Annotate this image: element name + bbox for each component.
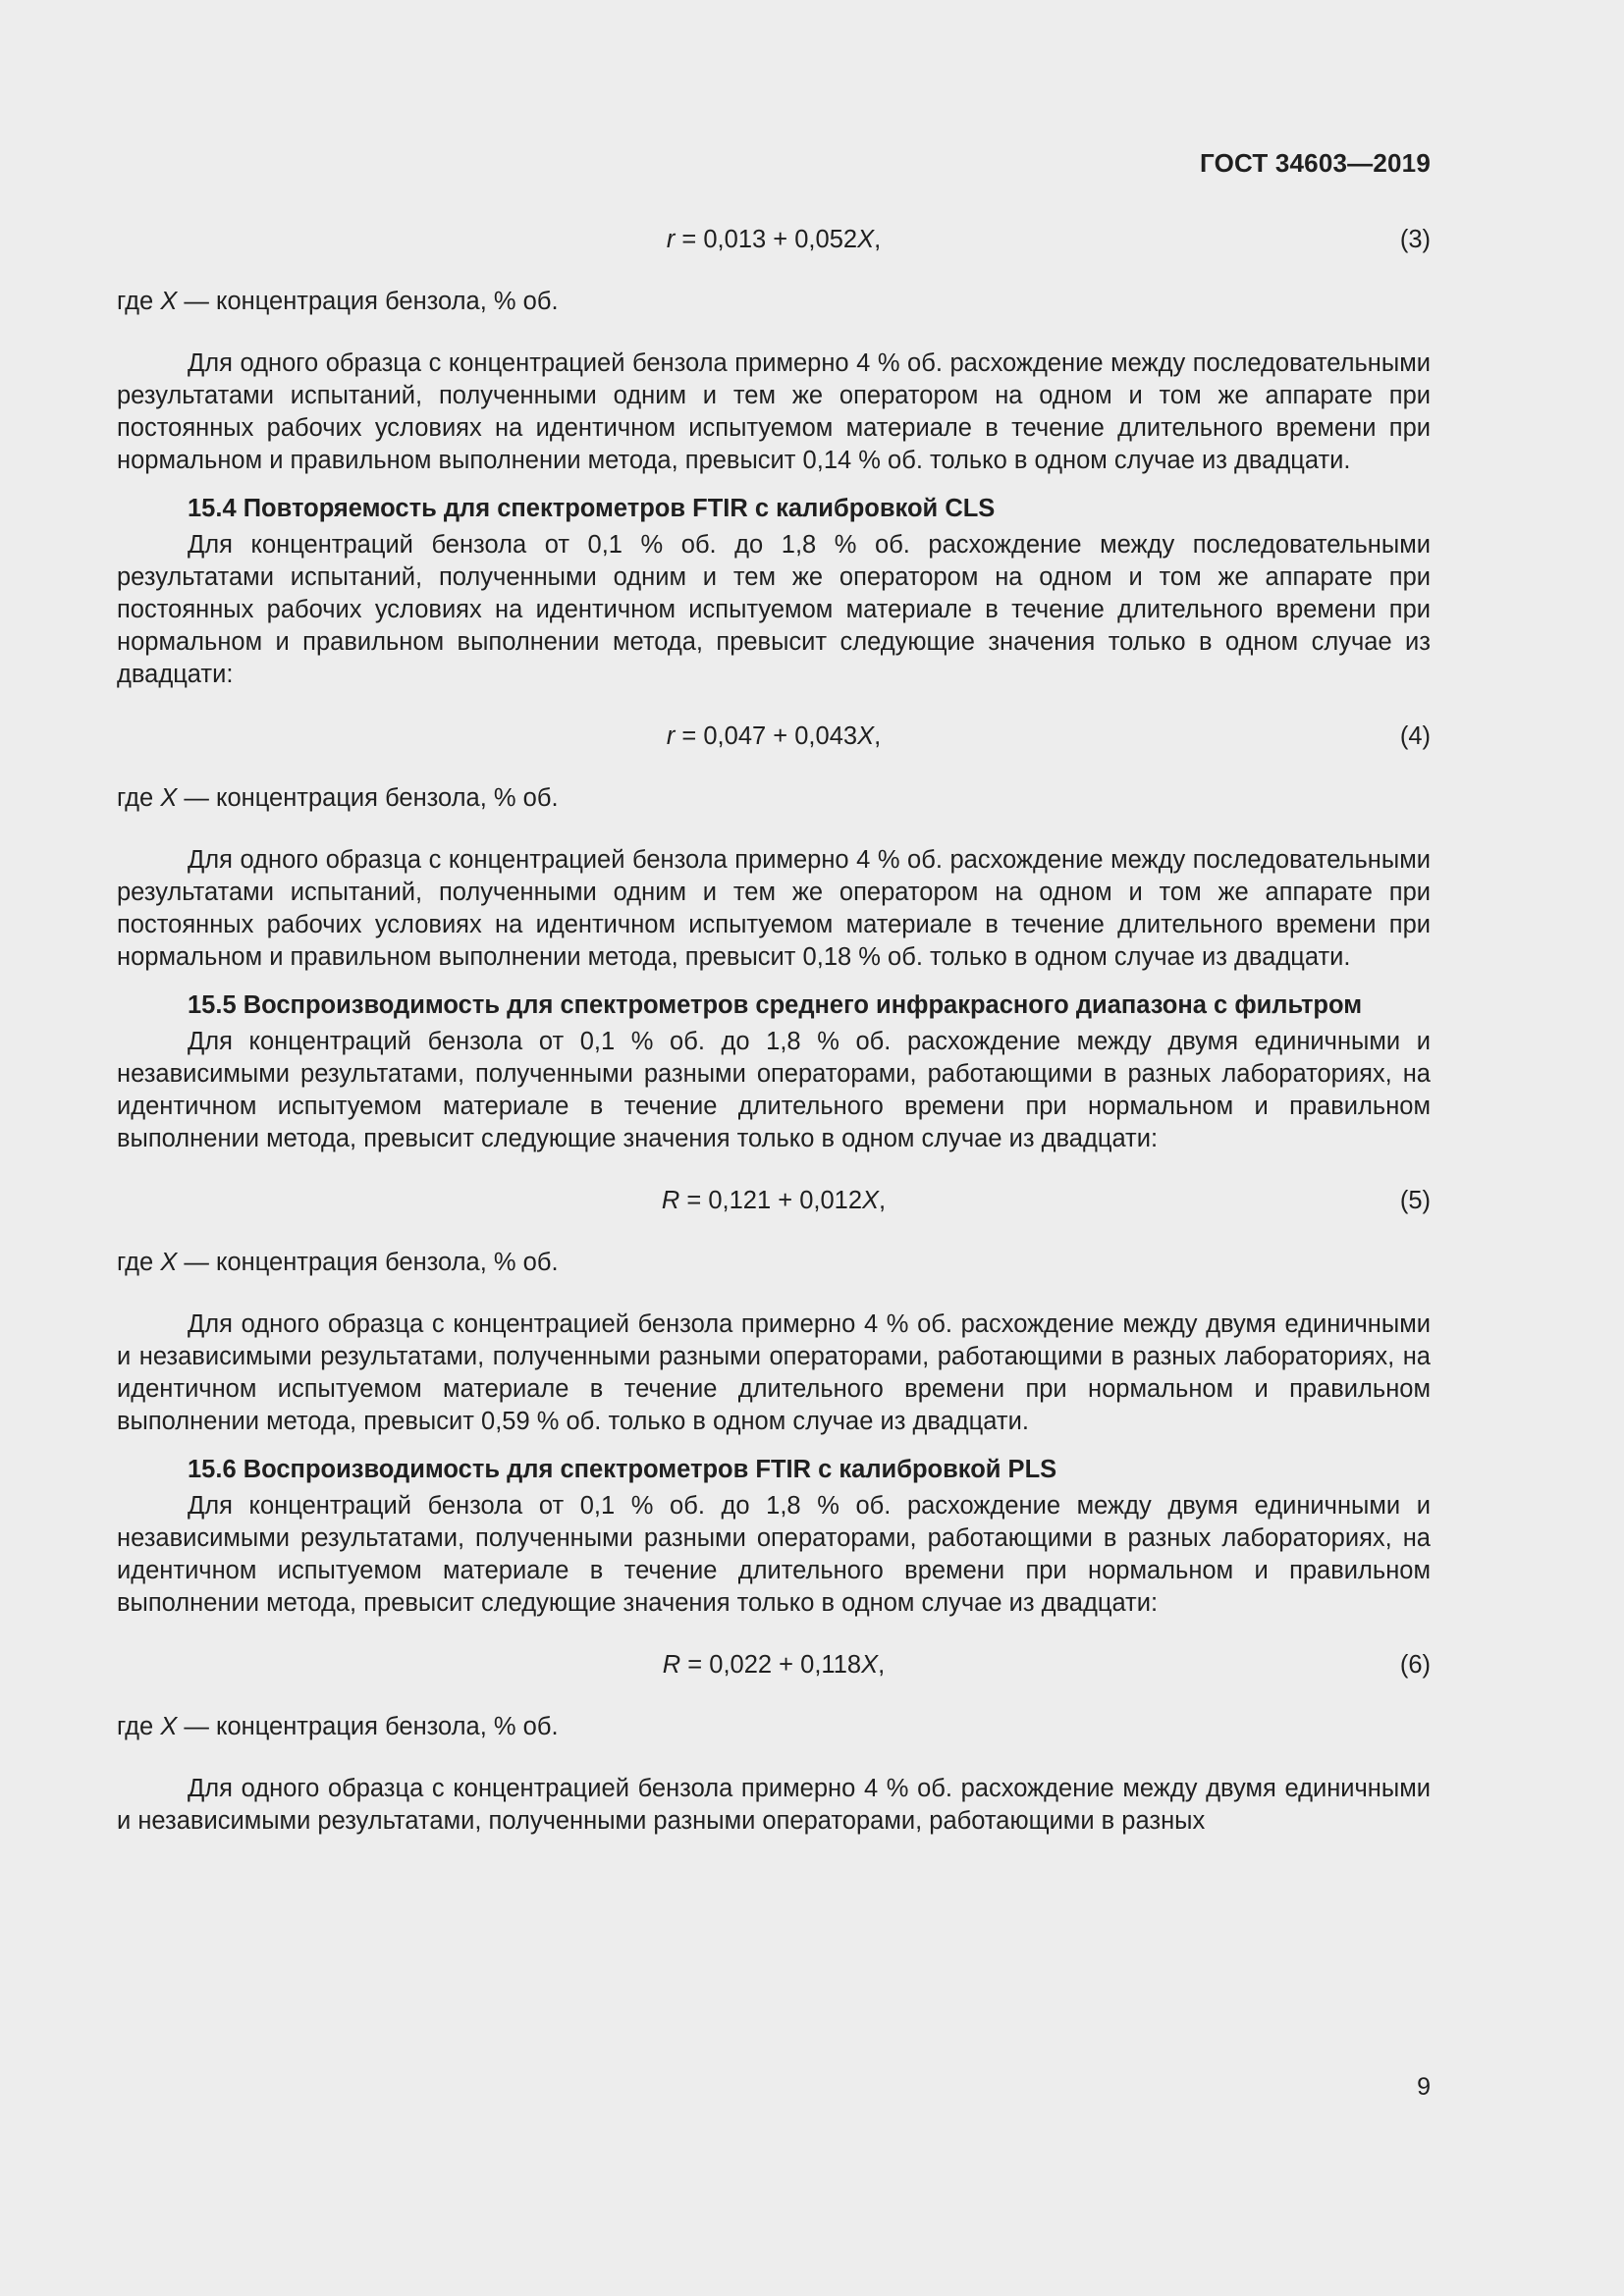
formula-x: X <box>861 1651 879 1679</box>
formula-tail: , <box>878 1651 886 1679</box>
page-number: 9 <box>1417 2073 1431 2101</box>
where-text: — концентрация бензола, % об. <box>177 1249 559 1276</box>
paragraph: Для концентраций бензола от 0,1 % об. до 1,8 % об. расхождение между двумя единичными и независимыми результатами, полученными разными операторами, работающими в разных лабораториях, на идентичном испытуемом материале в течение длительного времени при нормальном и правильном выполнении метода, превысит следующие значения только в одном случае из двадцати: <box>117 1028 1431 1152</box>
formula-body: = 0,121 + 0,012 <box>679 1187 863 1214</box>
section-heading-15-5: 15.5 Воспроизводимость для спектрометров среднего инфракрасного диапазона с фильтром <box>188 991 1363 1019</box>
where-clause <box>117 1711 1431 1743</box>
formula-3 <box>117 224 1431 256</box>
formula-expression <box>117 1649 1431 1682</box>
document-page <box>117 0 1431 2296</box>
paragraph: Для концентраций бензола от 0,1 % об. до 1,8 % об. расхождение между двумя единичными и независимыми результатами, полученными разными операторами, работающими в разных лабораториях, на идентичном испытуемом материале в течение длительного времени при нормальном и правильном выполнении метода, превысит следующие значения только в одном случае из двадцати: <box>117 1492 1431 1617</box>
formula-4 <box>117 721 1431 753</box>
where-text: — концентрация бензола, % об. <box>177 288 559 315</box>
formula-number: (4) <box>1399 722 1431 750</box>
paragraph: Для концентраций бензола от 0,1 % об. до 1,8 % об. расхождение между последовательными результатами испытаний, полученными одним и тем же оператором на одном и том же аппарате при постоянных рабочих условиях на идентичном испытуемом материале в течение длительного времени при нормальном и правильном выполнении метода, превысит следующие значения только в одном случае из двадцати: <box>117 531 1431 688</box>
formula-tail: , <box>874 226 882 253</box>
paragraph: Для одного образца с концентрацией бензола примерно 4 % об. расхождение между последовательными результатами испытаний, полученными одним и тем же оператором на одном и том же аппарате при постоянных рабочих условиях на идентичном испытуемом материале в течение длительного времени при нормальном и правильном выполнении метода, превысит 0,14 % об. только в одном случае из двадцати. <box>117 349 1431 474</box>
where-prefix: где <box>117 1713 161 1740</box>
where-variable: X <box>160 1249 178 1276</box>
formula-number: (5) <box>1399 1187 1431 1214</box>
formula-expression <box>117 1185 1431 1217</box>
where-text: — концентрация бензола, % об. <box>177 1713 559 1740</box>
where-prefix: где <box>117 784 161 812</box>
where-clause <box>117 286 1431 318</box>
formula-number: (6) <box>1399 1651 1431 1679</box>
formula-body: = 0,022 + 0,118 <box>680 1651 862 1679</box>
formula-variable: R <box>662 1651 681 1679</box>
formula-number: (3) <box>1399 226 1431 253</box>
where-clause <box>117 782 1431 815</box>
formula-body: = 0,013 + 0,052 <box>675 226 858 253</box>
formula-expression <box>117 721 1431 753</box>
formula-variable: r <box>666 226 676 253</box>
formula-tail: , <box>874 722 882 750</box>
formula-x: X <box>857 722 875 750</box>
paragraph: Для одного образца с концентрацией бензола примерно 4 % об. расхождение между двумя единичными и независимыми результатами, полученными разными операторами, работающими в разных лабораториях, на идентичном испытуемом материале в течение длительного времени при нормальном и правильном выполнении метода, превысит 0,59 % об. только в одном случае из двадцати. <box>117 1310 1431 1435</box>
paragraph: Для одного образца с концентрацией бензола примерно 4 % об. расхождение между двумя единичными и независимыми результатами, полученными разными операторами, работающими в разных <box>117 1775 1431 1835</box>
section-heading-15-6: 15.6 Воспроизводимость для спектрометров FTIR с калибровкой PLS <box>188 1456 1057 1483</box>
paragraph: Для одного образца с концентрацией бензола примерно 4 % об. расхождение между последовательными результатами испытаний, полученными одним и тем же оператором на одном и том же аппарате при постоянных рабочих условиях на идентичном испытуемом материале в течение длительного времени при нормальном и правильном выполнении метода, превысит 0,18 % об. только в одном случае из двадцати. <box>117 846 1431 971</box>
document-body <box>117 224 1431 1853</box>
where-text: — концентрация бензола, % об. <box>177 784 559 812</box>
formula-variable: R <box>661 1187 680 1214</box>
formula-5 <box>117 1185 1431 1217</box>
formula-x: X <box>862 1187 880 1214</box>
where-prefix: где <box>117 288 161 315</box>
formula-x: X <box>857 226 875 253</box>
formula-6 <box>117 1649 1431 1682</box>
formula-body: = 0,047 + 0,043 <box>675 722 858 750</box>
section-heading-15-4: 15.4 Повторяемость для спектрометров FTIR с калибровкой CLS <box>188 495 996 522</box>
formula-variable: r <box>666 722 676 750</box>
formula-expression <box>117 224 1431 256</box>
where-prefix: где <box>117 1249 161 1276</box>
document-header: ГОСТ 34603—2019 <box>1200 148 1431 178</box>
formula-tail: , <box>879 1187 887 1214</box>
where-variable: X <box>160 784 178 812</box>
where-variable: X <box>160 1713 178 1740</box>
where-clause <box>117 1247 1431 1279</box>
where-variable: X <box>160 288 178 315</box>
